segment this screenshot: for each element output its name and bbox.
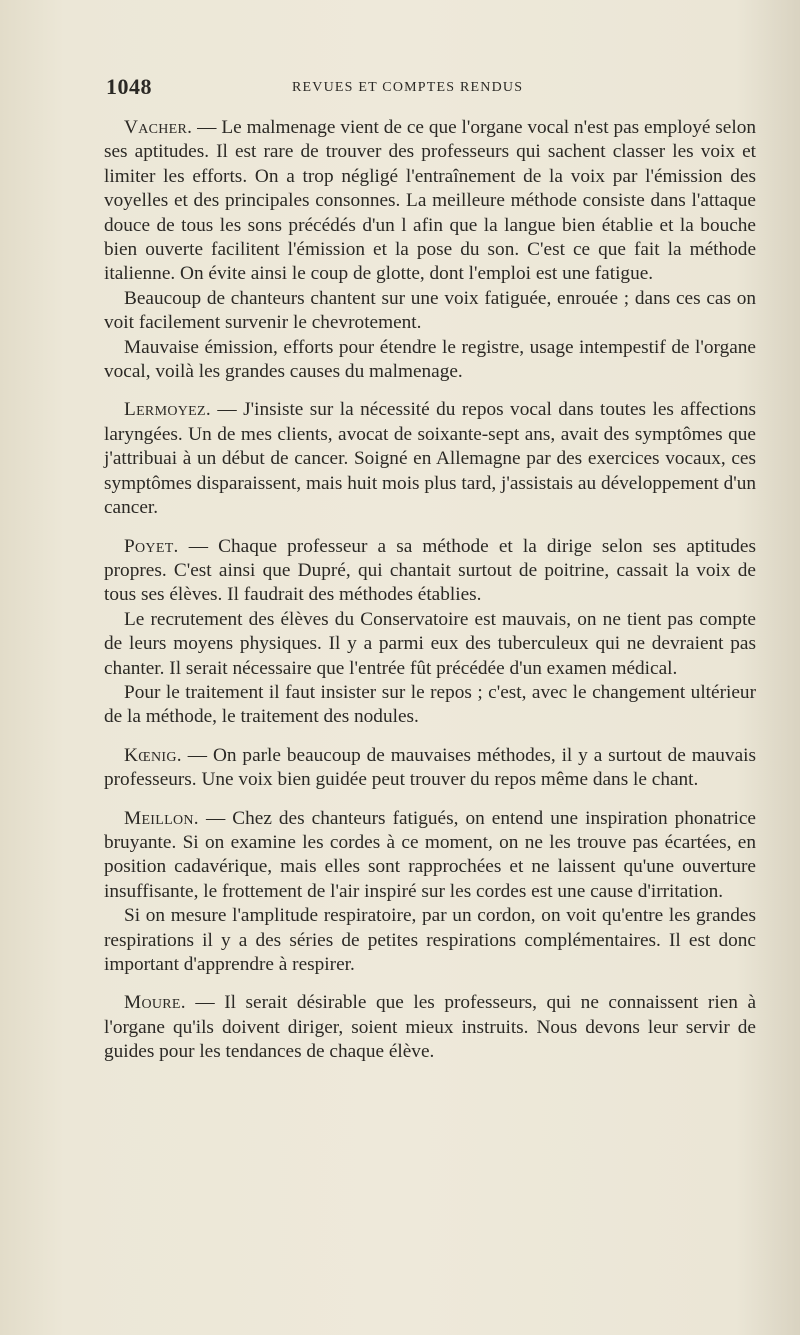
speaker-name: Lermoyez. (124, 399, 211, 421)
paragraph (104, 608, 756, 681)
paragraph-poyet (104, 535, 756, 608)
running-title: REVUES ET COMPTES RENDUS (292, 80, 524, 95)
body-text (104, 116, 756, 1065)
speaker-name: Kœnig. (124, 744, 182, 766)
speaker-name: Meillon. (124, 807, 199, 829)
paragraph-text: — Le malmenage vient de ce que l'organe vocal n'est pas employé selon ses aptitudes. Il est rare de trouver des professeurs qui sachent classer les voix et limiter les efforts. On a trop négligé l'entraînement de la voix par l'émission des voyelles et des principales consonnes. La meilleure méthode consiste dans l'attaque douce de tous les sons précédés d'un l afin que la langue bien établie et la bouche bien ouverte facilitent l'émission et la pose du son. C'est ce que fait la méthode italienne. On évite ainsi le coup de glotte, dont l'emploi est une fatigue. (104, 117, 756, 285)
paragraph-koenig (104, 744, 756, 793)
paragraph-text: Mauvaise émission, efforts pour étendre le registre, usage intempestif de l'organe vocal, voilà les grandes causes du malmenage. (104, 336, 756, 383)
paragraph-lermoyez (104, 398, 756, 520)
paragraph (104, 904, 756, 977)
paragraph-text: Si on mesure l'amplitude respiratoire, par un cordon, on voit qu'entre les grandes respirations il y a des séries de petites respirations complémentaires. Il est donc important d'apprendre à respirer. (104, 905, 756, 975)
paragraph-moure (104, 991, 756, 1064)
paragraph (104, 287, 756, 336)
speaker-name: Moure. (124, 992, 186, 1014)
paragraph-text: — J'insiste sur la nécessité du repos vocal dans toutes les affections laryngées. Un de mes clients, avocat de soixante-sept ans, avait des symptômes que j'attribuai à un début de cancer. Soigné en Allemagne par des exercices vocaux, ces symptômes disparaissent, mais huit mois plus tard, j'assistais au développement d'un cancer. (104, 399, 756, 519)
paragraph-vacher (104, 116, 756, 287)
speaker-name: Poyet. (124, 535, 179, 557)
paragraph-text: Le recrutement des élèves du Conservatoire est mauvais, on ne tient pas compte de leurs moyens physiques. Il y a parmi eux des tuberculeux qui ne devraient pas chanter. Il serait nécessaire que l'entrée fût précédée d'un examen médical. (104, 608, 756, 679)
paragraph-meillon (104, 807, 756, 905)
paragraph (104, 681, 756, 730)
paragraph-text: — Chez des chanteurs fatigués, on entend une inspiration phonatrice bruyante. Si on examine les cordes à ce moment, on ne les trouve pas écartées, en position cadavérique, mais elles sont rapprochées et ne laissent qu'une ouverture insuffisante, le frottement de l'air inspiré sur les cordes est une cause d'irritation. (104, 807, 756, 902)
paragraph-text: Pour le traitement il faut insister sur le repos ; c'est, avec le changement ultérieur de la méthode, le traitement des nodules. (104, 681, 756, 728)
speaker-name: Vacher. (124, 117, 193, 138)
paragraph-text: — Chaque professeur a sa méthode et la dirige selon ses aptitudes propres. C'est ainsi que Dupré, qui chantait surtout de poitrine, cassait la voix de tous ses élèves. Il faudrait des méthodes établies. (104, 535, 756, 606)
paragraph-text: — Il serait désirable que les professeurs, qui ne connaissent rien à l'organe qu'ils doivent diriger, soient mieux instruits. Nous devons leur servir de guides pour les tendances de chaque élève. (104, 992, 756, 1063)
paragraph (104, 336, 756, 385)
paragraph-text: Beaucoup de chanteurs chantent sur une voix fatiguée, enrouée ; dans ces cas on voit facilement survenir le chevrotement. (104, 287, 756, 334)
page-header (106, 74, 758, 104)
paragraph-text: — On parle beaucoup de mauvaises méthodes, il y a surtout de mauvais professeurs. Une voix bien guidée peut trouver du repos même dans le chant. (104, 744, 756, 791)
page-number: 1048 (106, 74, 152, 99)
